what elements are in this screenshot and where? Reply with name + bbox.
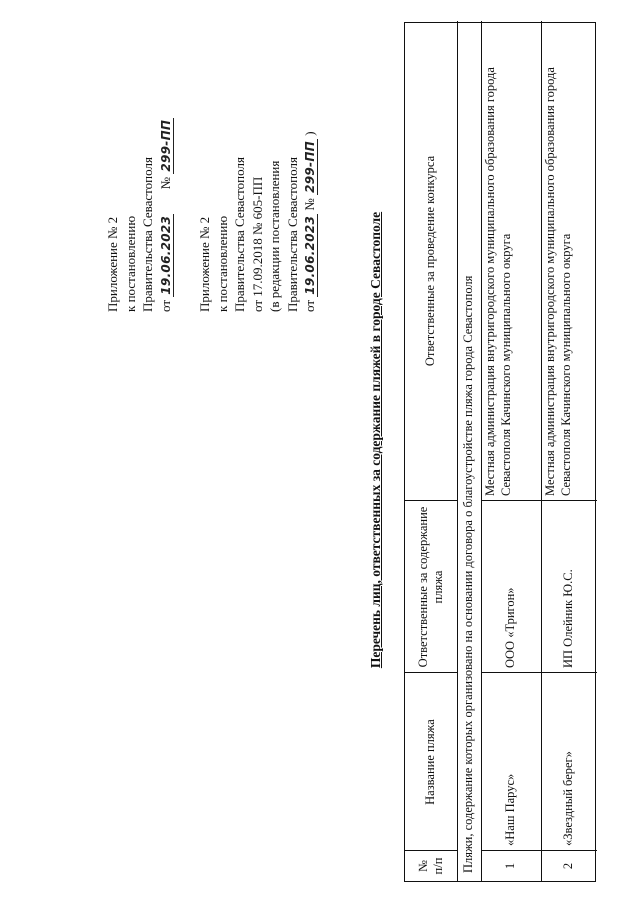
appendix-amended-note: (в редакции постановления	[267, 160, 282, 312]
appendix-amended-issuer: Правительства Севастополя	[284, 157, 300, 312]
header-contest: Ответственные за проведение конкурса	[423, 155, 438, 367]
document-title: Перечень лиц, ответственных за содержание пляжей в городе Севастополе	[368, 211, 383, 669]
appendix-subtitle: к постановлению	[122, 215, 138, 312]
row-2-number: 2	[561, 862, 576, 870]
row-1-contest: Местная администрация внутригородского муниципального образования города Севастополя Качинского муниципального округа	[483, 67, 513, 496]
row-2-maintainer: ИП Олейник Ю.С.	[561, 569, 576, 668]
header-number: № п/п	[415, 857, 445, 875]
handwritten-number: 299-ПП	[303, 140, 317, 193]
row-1-beach: «Наш Парус»	[503, 773, 518, 846]
row-1-number: 1	[503, 862, 518, 870]
row-2-contest: Местная администрация внутригородского муниципального образования города Севастополя Качинского муниципального округа	[543, 67, 573, 496]
handwritten-date: 19.06.2023	[158, 215, 173, 295]
header-maintainer: Ответственные за содержание пляжа	[415, 506, 445, 668]
appendix-issuer: Правительства Севастополя	[140, 157, 155, 312]
handwritten-date: 19.06.2023	[303, 215, 317, 295]
header-beach-name: Название пляжа	[423, 719, 438, 805]
row-1-maintainer: ООО «Тригон»	[503, 587, 518, 668]
appendix-date-line: от 19.06.2023 № 299-ПП	[157, 119, 173, 312]
appendix-issuer: Правительства Севастополя	[232, 157, 247, 312]
appendix-title: Приложение № 2	[197, 216, 212, 312]
appendix-amended-date-line: от 19.06.2023 № 299-ПП )	[302, 131, 317, 312]
section-row: Пляжи, содержание которых организовано на основании договора о благоустройстве пляжа города Севастополя	[461, 275, 476, 873]
appendix-title: Приложение № 2	[105, 216, 120, 312]
appendix-previous	[196, 131, 319, 312]
appendix-current	[104, 118, 174, 312]
appendix-subtitle: к постановлению	[214, 215, 230, 312]
beaches-table	[404, 22, 596, 882]
appendix-original-date: от 17.09.2018 № 605-ПП	[249, 176, 265, 312]
row-2-beach: «Звездный берег»	[561, 751, 576, 846]
handwritten-number: 299-ПП	[158, 119, 173, 172]
